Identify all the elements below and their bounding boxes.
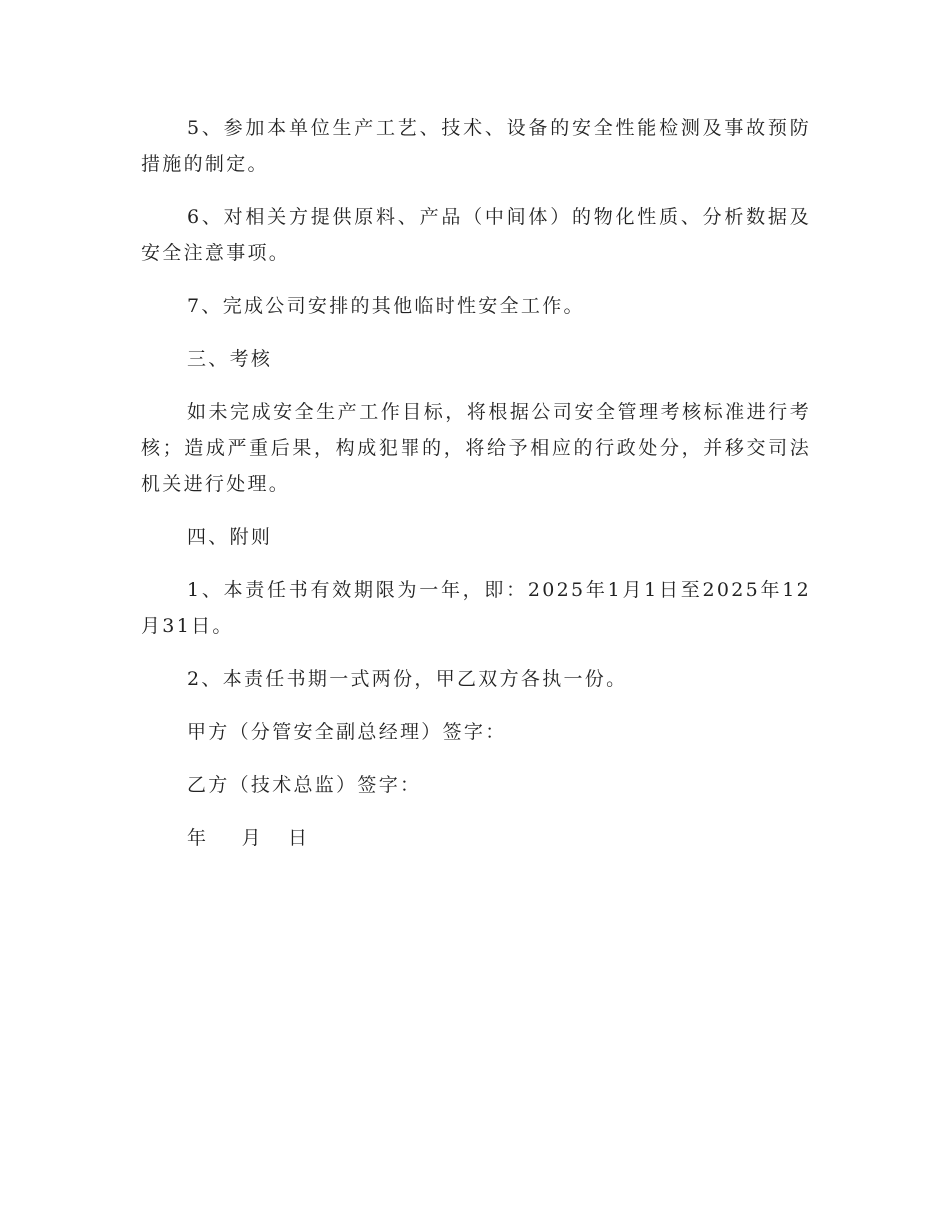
assessment-text: 如未完成安全生产工作目标，将根据公司安全管理考核标准进行考核；造成严重后果，构成犯罪的，将给予相应的行政处分，并移交司法机关进行处理。 [141,401,811,495]
party-a-signature-line: 甲方（分管安全副总经理）签字： [187,721,507,743]
document-page [141,110,811,856]
clause-7: 7、完成公司安排的其他临时性安全工作。 [187,295,585,317]
supplementary-clause-1: 1、本责任书有效期限为一年，即：2025年1月1日至2025年12月31日。 [141,579,811,637]
section-heading-assessment: 三、考核 [187,348,273,370]
party-b-signature-line: 乙方（技术总监）签字： [187,774,422,796]
date-line: 年 月 日 [187,827,310,849]
clause-6: 6、对相关方提供原料、产品（中间体）的物化性质、分析数据及安全注意事项。 [141,206,811,264]
section-heading-supplementary: 四、附则 [187,526,273,548]
clause-5: 5、参加本单位生产工艺、技术、设备的安全性能检测及事故预防措施的制定。 [141,117,811,175]
supplementary-clause-2: 2、本责任书期一式两份，甲乙双方各执一份。 [187,668,628,690]
